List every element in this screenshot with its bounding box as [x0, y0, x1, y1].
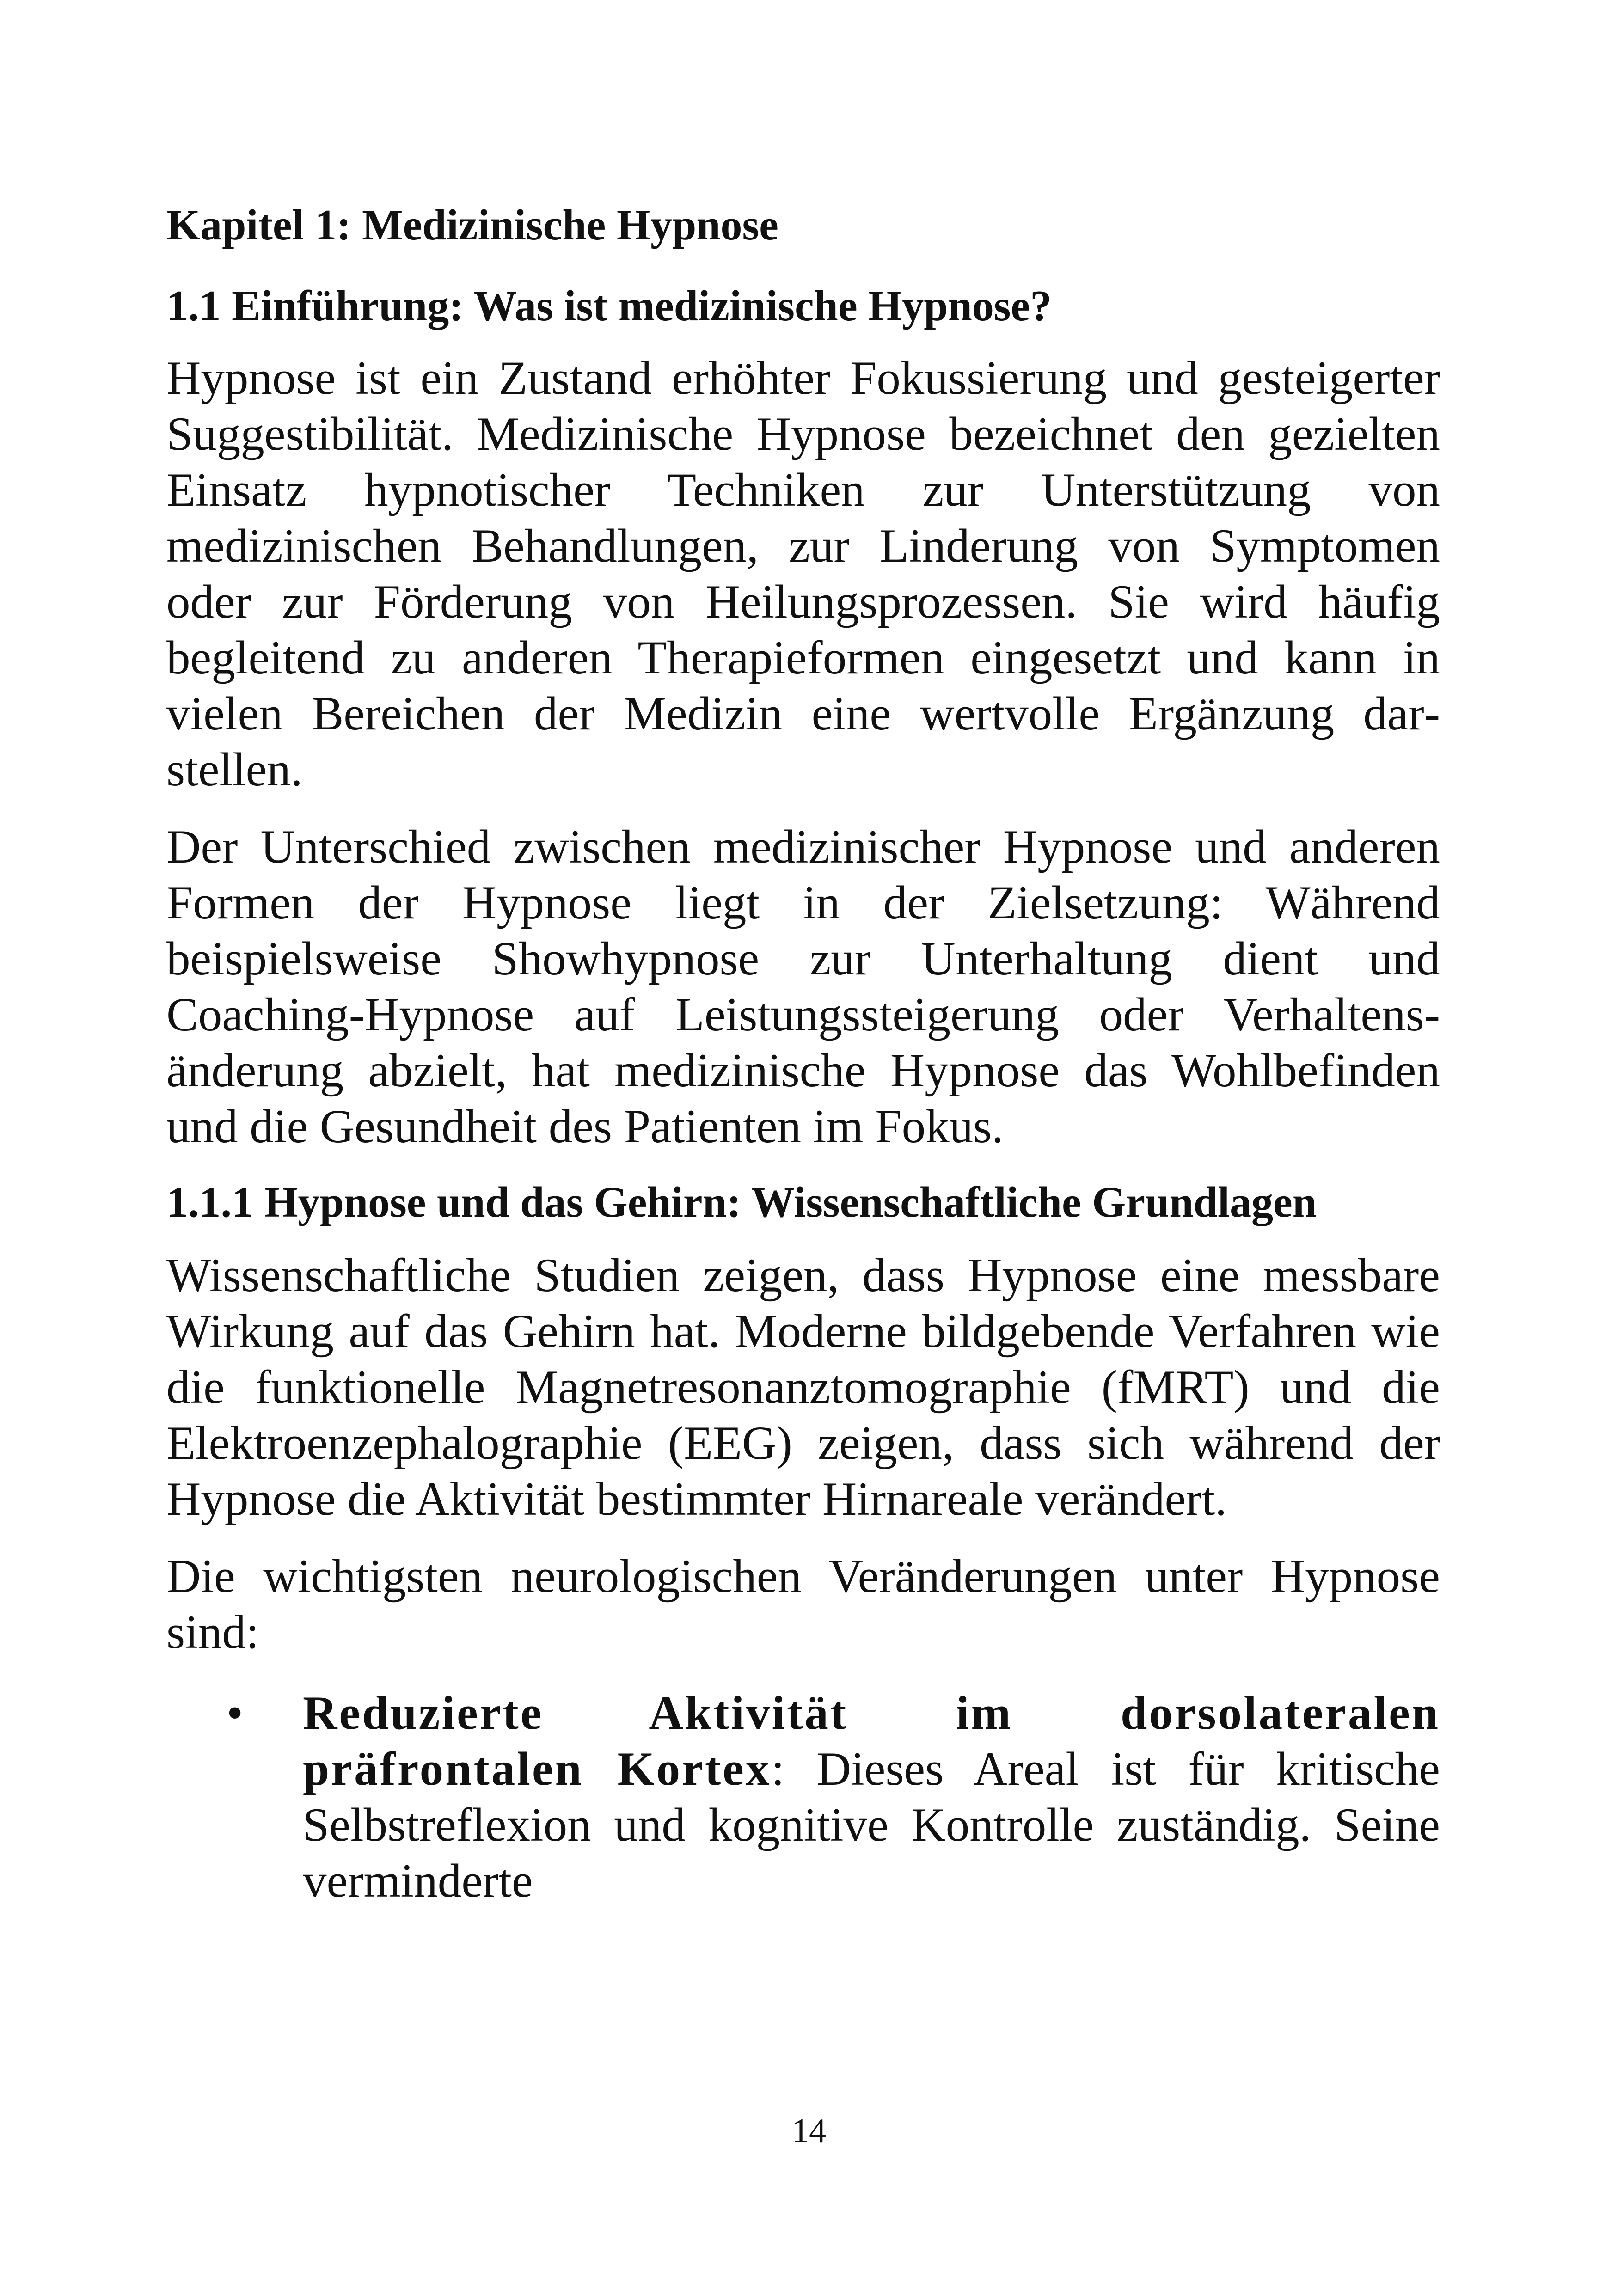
list-item-term: Reduzierte Aktivität im dorsolateralen präfrontalen Kortex	[303, 1687, 1440, 1795]
page-number: 14	[792, 2112, 826, 2150]
section-title: 1.1 Einführung: Was ist medizinische Hypnose?	[166, 282, 1052, 330]
intro-paragraph: Hypnose ist ein Zustand erhöhter Fokussierung und gesteigerter Suggestibilität. Medizinische Hypnose bezeichnet den gezielten Einsatz hypnotischer Techniken zur Unterstützung von medizinischen Behandlungen, zur Linderung von Symptomen oder zur Förderung von Heilungsprozessen. Sie wird häufig begleitend zu anderen Therapieformen eingesetzt und kann in vielen Bereichen der Medizin eine wertvolle Ergänzung darstellen.	[166, 352, 1440, 796]
changes-intro-paragraph: Die wichtigsten neurologischen Veränderungen unter Hypnose sind:	[166, 1550, 1440, 1659]
bullet-icon: •	[227, 1687, 244, 1739]
subsection-title: 1.1.1 Hypnose und das Gehirn: Wissenschaftliche Grundlagen	[166, 1178, 1317, 1226]
list-item	[166, 1685, 1440, 1909]
studies-paragraph: Wissenschaftliche Studien zeigen, dass Hypnose eine messbare Wirkung auf das Gehirn hat. Moderne bildgebende Verfahren wie die funktionelle Magnetresonanztomographie (fMRT) und die Elektroenzephalographie (EEG) zeigen, dass sich während der Hypnose die Aktivität bestimmter Hirnareale verändert.	[166, 1249, 1440, 1525]
neurological-changes-list	[166, 1685, 1440, 1909]
chapter-title: Kapitel 1: Medizinische Hypnose	[166, 201, 778, 249]
list-item-description: : Dieses Areal ist für kritische Selbstreflexion und kognitive Kontrolle zuständig. Seine verminderte	[303, 1743, 1440, 1907]
page-content	[166, 199, 1440, 1909]
difference-paragraph: Der Unterschied zwischen medizinischer Hypnose und anderen Formen der Hypnose liegt in der Zielsetzung: Während beispielsweise Showhypnose zur Unterhaltung dient und Coaching-Hypnose auf Leistungssteigerung oder Verhaltensänderung abzielt, hat medizinische Hypnose das Wohlbefinden und die Gesundheit des Patienten im Fokus.	[166, 820, 1440, 1153]
